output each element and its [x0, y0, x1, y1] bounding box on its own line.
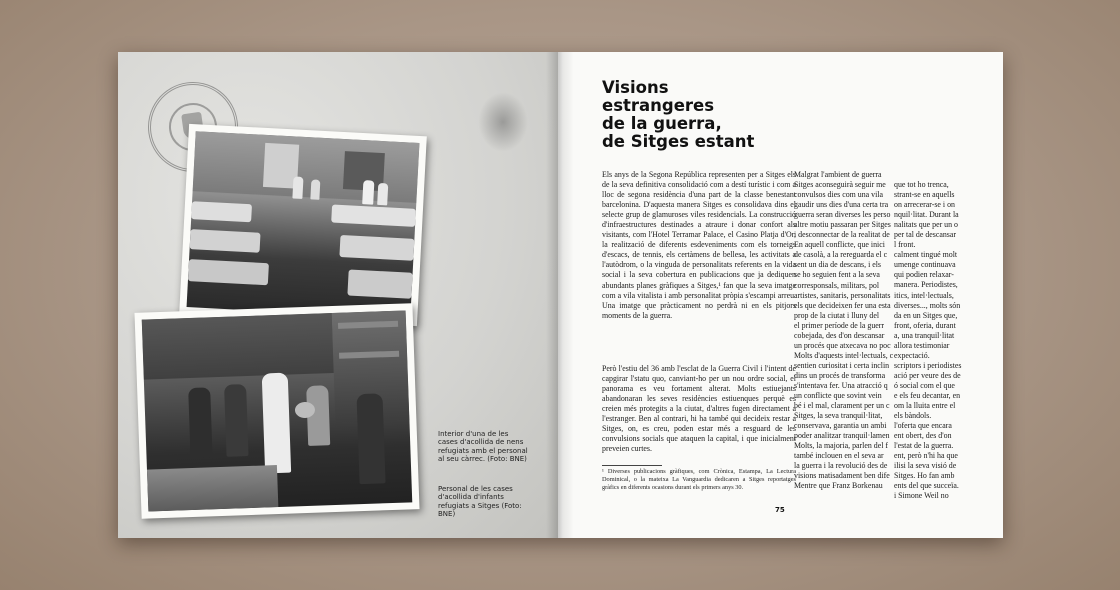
text-line: Molts, la majoria, parlen del f: [794, 441, 889, 451]
book-spread: [118, 52, 1003, 538]
text-line: corresponsals, militars, pol: [794, 280, 880, 290]
text-line: Sitges aconseguirà seguir me: [794, 180, 886, 190]
text-line: strant-se en aquells: [894, 190, 955, 200]
right-page: [558, 52, 1003, 538]
text-line: cobejada, des d'on descansar: [794, 330, 885, 340]
text-line: s'intentava fer. Una atracció q: [794, 380, 888, 390]
body-column-2: [794, 170, 899, 512]
text-line: manera. Periodistes,: [894, 280, 958, 290]
text-line: sentien curiositat i certa inclin: [794, 360, 890, 370]
text-line: visions matisadament ben dife: [794, 471, 890, 481]
text-line: bé i el mal, clarament per un c: [794, 401, 890, 411]
text-line: Mentre que Franz Borkenau: [794, 481, 883, 491]
text-line: que tot ho trenca,: [894, 180, 949, 189]
footnote: ¹ Diverses publicacions gràfiques, com Crònica, Estampa, La Lectura Dominical, o la mateixa La Vanguardia dedicaren a Sitges reportatges gràfics en diferents ocasions durant els primers anys 30.: [602, 468, 796, 491]
text-line: nquil·litat. Durant la: [894, 210, 959, 220]
text-line: front, oferia, durant: [894, 320, 956, 330]
photo-kitchen-staff: [134, 303, 419, 519]
text-line: allora testimoniar: [894, 340, 950, 350]
text-line: un procés que atxecava no poc: [794, 340, 891, 350]
text-line: i Simone Weil no: [894, 491, 949, 501]
text-line: un conflicte que sovint vein: [794, 391, 882, 401]
text-line: els que decideixen fer una esta: [794, 300, 891, 310]
text-line: artistes, sanitaris, personalitats: [794, 290, 891, 300]
text-line: diverses..., molts són: [894, 300, 961, 310]
text-line: el primer període de la guerr: [794, 320, 885, 330]
left-page: [118, 52, 558, 538]
title-line: Visions: [602, 78, 669, 97]
text-line: sent un dia de descans, i els: [794, 260, 881, 270]
text-line: En aquell conflicte, que inici: [794, 240, 885, 250]
text-line: umenge continuava: [894, 260, 956, 270]
text-line: Sitges, la seva tranquil·litat,: [794, 411, 883, 421]
footnote-rule: [602, 465, 662, 466]
text-line: l front.: [894, 240, 916, 250]
text-line: calment tingué molt: [894, 250, 958, 260]
title-line: estrangeres: [602, 96, 715, 115]
text-line: ent, però n'hi ha que: [894, 451, 958, 461]
text-line: i desconnectar de la realitat de: [794, 230, 890, 240]
text-line: dins un procés de transforma: [794, 370, 886, 380]
text-line: Malgrat l'ambient de guerra: [794, 170, 882, 179]
text-line: on arrecerar-se i on: [894, 200, 955, 210]
text-line: ó social com el que: [894, 380, 955, 390]
caption-photo-2: Personal de les cases d'acollida d'infants refugiats a Sitges (Foto: BNE): [438, 485, 522, 518]
text-line: l'estat de la guerra.: [894, 441, 954, 451]
paragraph: Però l'estiu del 36 amb l'esclat de la Guerra Civil i l'intent de capgirar l'statu quo, canviant-ho per un nou ordre social, el panorama es veu fortament alterat. Molts estiuejants abandonaran les seves residències estiuenques perquè es creien més protegits a la ciutat, d'altres fugen directament a l'estranger. Ben al contrari, hi ha també qui decideix restar a Sitges, on, es creu, poden estar més a resguard de les convulsions socials que ataquen la capital, i que inicialment preveien curtes.: [602, 364, 796, 454]
text-line: altre motiu passaran per Sitges: [794, 220, 891, 230]
caption-photo-1: Interior d'una de les cases d'acollida de nens refugiats amb el personal al seu càrrec. (Foto: BNE): [438, 430, 528, 463]
text-line: om la lluita entre el: [894, 401, 956, 411]
text-line: ació per veure des de: [894, 370, 961, 380]
text-line: ents del que succeïa.: [894, 481, 959, 491]
title-line: de Sitges estant: [602, 132, 755, 151]
title-line: de la guerra,: [602, 114, 722, 133]
text-line: a, una tranquil·litat: [894, 330, 955, 340]
article-title: [602, 79, 802, 151]
body-column-1b: [602, 364, 796, 456]
ink-smudge: [478, 92, 528, 152]
text-line: expectació.: [894, 350, 930, 360]
text-line: la guerra i la revolució des de: [794, 461, 888, 471]
body-column-1a: [602, 170, 796, 362]
text-line: itics, intel·lectuals,: [894, 290, 954, 300]
text-line: prop de la ciutat i lluny del: [794, 310, 880, 320]
text-line: Sitges. Ho fan amb: [894, 471, 955, 481]
text-line: ent obert, des d'on: [894, 431, 952, 441]
text-line: nalitats que per un o: [894, 220, 958, 230]
text-line: ilisi la seva visió de: [894, 461, 957, 471]
text-line: poder analitzar tranquil·lamen: [794, 431, 890, 441]
text-line: scriptors i periodistes: [894, 360, 962, 370]
page-number: 75: [775, 506, 785, 514]
text-line: Molts d'aquests intel·lectuals, c: [794, 350, 894, 360]
text-line: de casolà, a la rereguarda el c: [794, 250, 888, 260]
text-line: e els feu decantar, en: [894, 390, 961, 400]
text-line: qui podien relaxar-: [894, 270, 954, 280]
text-line: da en un Sitges que,: [894, 310, 958, 320]
text-line: convulsos dies com una vila: [794, 190, 883, 200]
text-line: també inclouen en el seva ar: [794, 451, 884, 461]
text-line: l'oferta que encara: [894, 421, 952, 431]
text-line: gaudir uns dies d'una certa tra: [794, 200, 889, 210]
photo-dormitory: [179, 124, 427, 326]
text-line: els bàndols.: [894, 411, 932, 421]
paragraph: Els anys de la Segona República representen per a Sitges els de la seva definitiva consolidació com a destí turístic i com a lloc de segona residència d'una part de la classe benestant barcelonina. D'aquesta manera Sitges es consolidava dins el selecte grup de glamuroses viles residencials. La construcció d'infraestructures destinades a atraure i donar confort als visitants, com l'Hotel Terramar Palace, el Casino Platja d'Or, la realització de diferents esdeveniments com els torneigs d'escacs, de tennis, els certàmens de bellesa, les activitats a l'autòdrom, o la vinguda de personalitats referents en la vida social i la seva cobertura en publicacions que ja dediquen abundants planes gràfiques a Sitges,¹ fan que la seva imatge com a vila vitalista i amb personalitat pròpia s'escampi arreu. Una imatge que pràcticament no perdrà ni en els pitjors moments de la guerra.: [602, 170, 796, 320]
text-line: se ho seguien fent a la seva: [794, 270, 880, 280]
text-line: per tal de descansar: [894, 230, 956, 240]
text-line: conservava, garantia un ambi: [794, 421, 887, 431]
body-column-3: [894, 180, 998, 520]
text-line: guerra seran diverses les perso: [794, 210, 891, 220]
